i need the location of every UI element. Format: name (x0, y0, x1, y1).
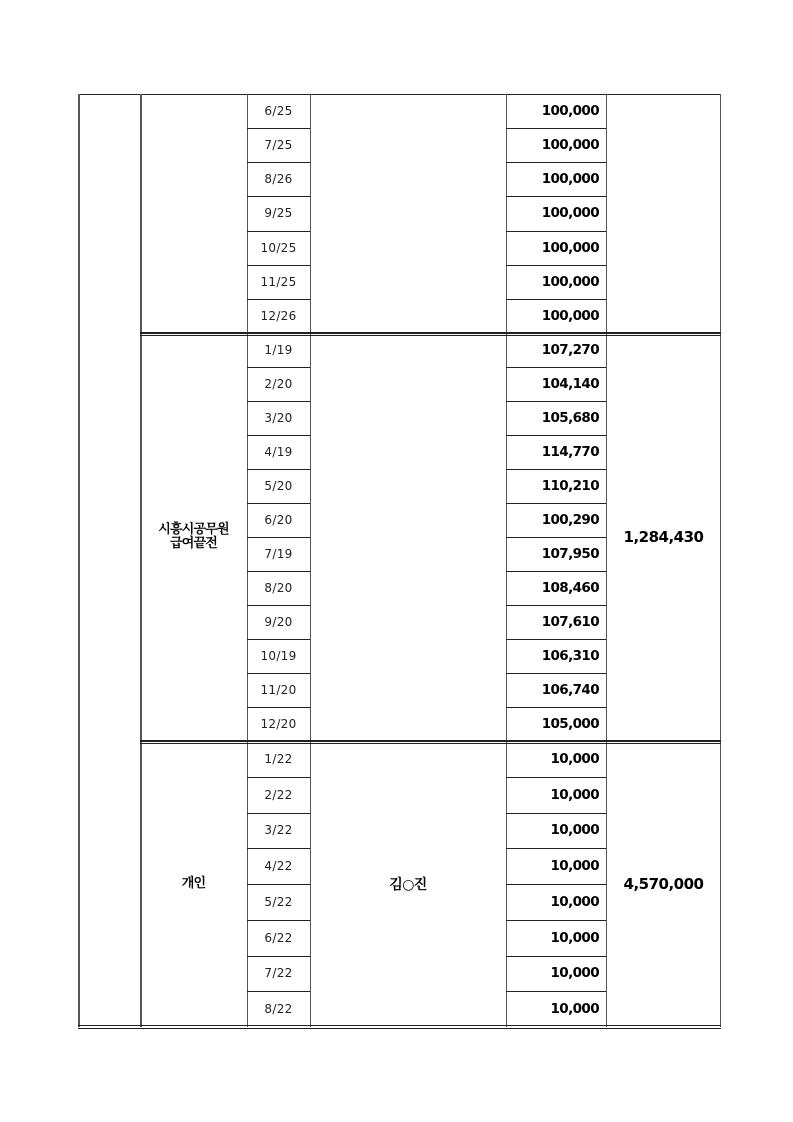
date-cell: 1/19 (264, 343, 293, 357)
amount-cell: 10,000 (550, 750, 599, 767)
amount-cell: 108,460 (541, 580, 599, 596)
amount-cell: 10,000 (550, 858, 599, 875)
date-cell: 6/25 (264, 104, 293, 119)
date-cell: 2/20 (264, 377, 293, 391)
date-cell: 11/20 (260, 683, 297, 697)
amount-cell: 106,310 (541, 648, 599, 664)
amount-cell: 107,270 (541, 342, 599, 358)
date-cell: 7/22 (264, 966, 293, 981)
amount-cell: 10,000 (550, 893, 599, 910)
date-cell: 4/19 (264, 445, 293, 459)
date-cell: 3/20 (264, 411, 293, 425)
amount-cell: 10,000 (550, 965, 599, 982)
amount-cell: 107,610 (541, 614, 599, 630)
date-cell: 11/25 (260, 274, 297, 289)
total-cell: 4,570,000 (623, 875, 704, 893)
date-cell: 7/19 (264, 547, 293, 561)
payer-cell (310, 94, 506, 333)
payer-cell (310, 333, 506, 741)
amount-cell: 100,000 (541, 273, 599, 290)
date-cell: 10/19 (260, 649, 297, 663)
grid-line (78, 1028, 721, 1029)
grid-line (78, 94, 80, 1027)
amount-cell: 100,000 (541, 103, 599, 120)
date-cell: 5/22 (264, 894, 293, 909)
amount-cell: 10,000 (550, 929, 599, 946)
amount-cell: 10,000 (550, 822, 599, 839)
date-cell: 6/22 (264, 930, 293, 945)
amount-cell: 105,680 (541, 410, 599, 426)
donation-table (78, 94, 721, 1027)
date-cell: 9/20 (264, 615, 293, 629)
date-cell: 1/22 (264, 751, 293, 766)
amount-cell: 100,000 (541, 171, 599, 188)
date-cell: 4/22 (264, 859, 293, 874)
date-cell: 8/20 (264, 581, 293, 595)
total-cell: 1,284,430 (623, 528, 704, 546)
category-cell: 개인 (181, 876, 206, 891)
date-cell: 5/20 (264, 479, 293, 493)
date-cell: 3/22 (264, 823, 293, 838)
amount-cell: 10,000 (550, 1001, 599, 1018)
amount-cell: 114,770 (541, 444, 599, 460)
category-cell (140, 94, 247, 333)
total-cell (606, 94, 721, 333)
amount-cell: 106,740 (541, 682, 599, 698)
date-cell: 8/22 (264, 1002, 293, 1017)
amount-cell: 10,000 (550, 786, 599, 803)
date-cell: 6/20 (264, 513, 293, 527)
amount-cell: 104,140 (541, 376, 599, 392)
date-cell: 7/25 (264, 138, 293, 153)
date-cell: 10/25 (260, 240, 297, 255)
payer-cell: 김○진 (389, 877, 427, 893)
amount-cell: 105,000 (541, 716, 599, 732)
amount-cell: 100,000 (541, 239, 599, 256)
amount-cell: 100,000 (541, 205, 599, 222)
category-cell: 시흥시공무원 급여끝전 (158, 522, 229, 551)
date-cell: 12/26 (260, 308, 297, 323)
date-cell: 9/25 (264, 206, 293, 221)
date-cell: 2/22 (264, 787, 293, 802)
date-cell: 12/20 (260, 717, 297, 731)
amount-cell: 107,950 (541, 546, 599, 562)
amount-cell: 100,290 (541, 512, 599, 528)
amount-cell: 100,000 (541, 137, 599, 154)
amount-cell: 110,210 (541, 478, 599, 494)
amount-cell: 100,000 (541, 307, 599, 324)
date-cell: 8/26 (264, 172, 293, 187)
